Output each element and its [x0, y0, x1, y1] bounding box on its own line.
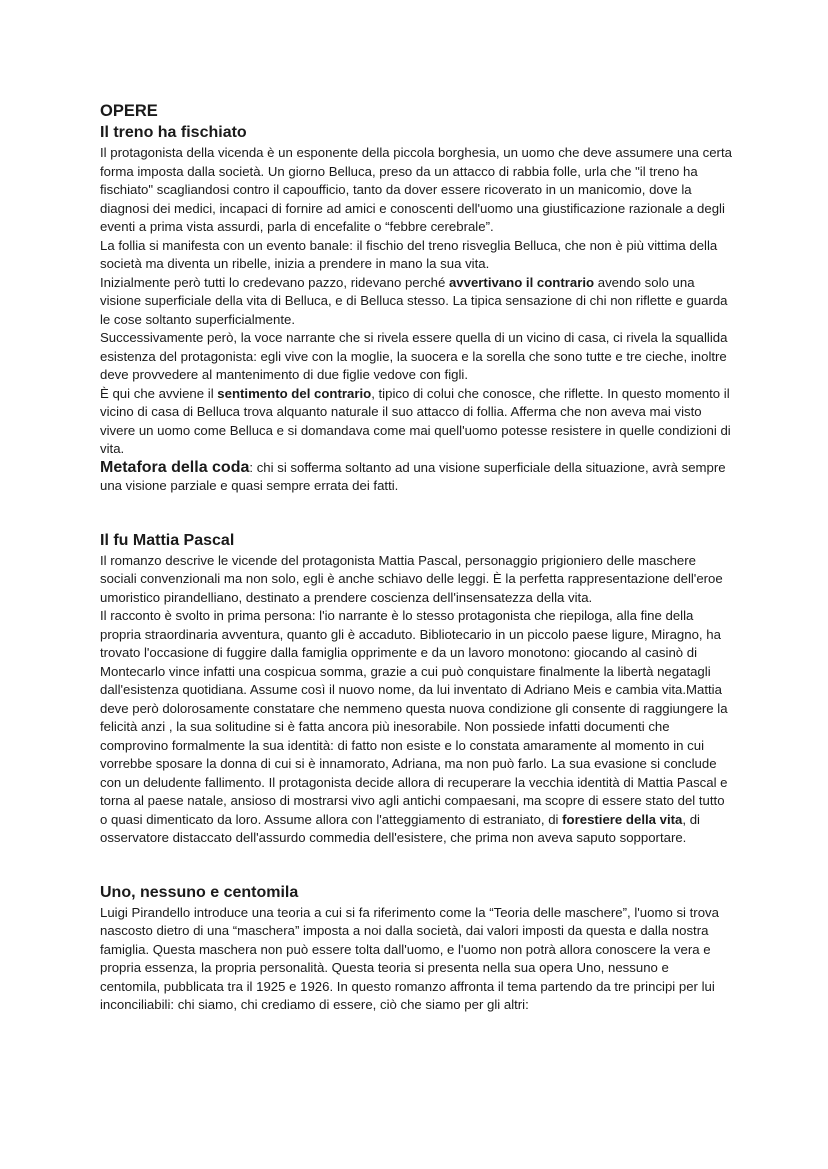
page-title: OPERE: [100, 102, 158, 120]
paragraph: Luigi Pirandello introduce una teoria a cui si fa riferimento come la “Teoria delle maschere”, l'uomo si trova nascosto dietro di una “maschera” imposta a noi dalla società, dai valori imposti da questa e dalla nostra famiglia. Questa maschera non può essere tolta dall'uomo, e l'uomo non potrà allora conoscere la vera e propria essenza, la propria personalità. Questa teoria si presenta nella sua opera Uno, nessuno e centomila, pubblicata tra il 1925 e 1926. In questo romanzo affronta il tema partendo da tre principi per lui inconciliabili: chi siamo, chi crediamo di essere, ciò che siamo per gli altri:: [100, 904, 719, 1012]
paragraph: Successivamente però, la voce narrante che si rivela essere quella di un vicino di casa, ci rivela la squallida esistenza del protagonista: egli vive con la moglie, la suocera e la sorella che sono tutte e tre cieche, inoltre deve provvedere al mantenimento di due figlie vedove con figli.: [100, 330, 728, 382]
spacer: [100, 848, 732, 882]
section-heading-treno: Il treno ha fischiato: [100, 124, 247, 141]
text-run: È qui che avviene il: [100, 385, 218, 401]
document-page: [100, 100, 732, 1015]
paragraph: [100, 607, 732, 848]
paragraph: La follia si manifesta con un evento banale: il fischio del treno risveglia Belluca, che non è più vittima della società ma diventa un ribelle, inizia a prendere in mano la sua vita.: [100, 237, 718, 271]
paragraph: Il romanzo descrive le vicende del protagonista Mattia Pascal, personaggio prigioniero delle maschere sociali convenzionali ma non solo, egli è anche schiavo delle leggi. È la perfetta rappresentazione dell'eroe umoristico pirandelliano, destinato a prendere coscienza dell'insensatezza della vita.: [100, 552, 723, 605]
text-run: , tipico di colui che conosce, che riflette. In questo momento il vicino di casa di Belluca trova alquanto naturale il suo attacco di follia. Afferma che non aveva mai visto vivere un uomo come Belluca e si domandava come mai quell'uomo potesse resistere in quelle condizioni di vita.: [100, 385, 731, 456]
paragraph: [100, 385, 732, 459]
bold-text: sentimento del contrario: [217, 385, 372, 401]
bold-text: avvertivano il contrario: [448, 274, 595, 290]
paragraph: [100, 274, 732, 330]
paragraph: Il protagonista della vicenda è un esponente della piccola borghesia, un uomo che deve assumere una certa forma imposta dalla società. Un giorno Belluca, preso da un attacco di rabbia folle, urla che "il treno ha fischiato" scagliandosi contro il capoufficio, tanto da dover essere ricoverato in un manicomio, dove la diagnosi dei medici, incapaci di fornire ad amici e conoscenti dell'uomo una giustificazione razionale a degli eventi a prima vista assurdi, parla di encefalite o “febbre cerebrale”.: [100, 145, 732, 234]
text-run: , di osservatore distaccato dell'assurdo commedia dell'esistere, che prima non aveva saputo sopportare.: [100, 811, 700, 845]
bold-text: forestiere della vita: [562, 811, 683, 827]
spacer: [100, 496, 732, 530]
section-heading-uno-nessuno: Uno, nessuno e centomila: [100, 883, 299, 901]
text-run: : chi si sofferma soltanto ad una visione superficiale della situazione, avrà sempre una visione parziale e quasi sempre errata dei fatti.: [100, 459, 726, 493]
section-heading-mattia-pascal: Il fu Mattia Pascal: [100, 531, 235, 549]
text-run: Inizialmente però tutti lo credevano pazzo, ridevano perché: [100, 274, 449, 290]
text-run: avendo solo una visione superficiale della vita di Belluca, e di Belluca stesso. La tipica sensazione di chi non riflette e guarda le cose soltanto superficialmente.: [100, 274, 728, 327]
lead-term: Metafora della coda: [100, 458, 250, 476]
paragraph: [100, 459, 732, 496]
text-run: Il racconto è svolto in prima persona: l'io narrante è lo stesso protagonista che riepiloga, alla fine della propria straordinaria avventura, quanto gli è accaduto. Bibliotecario in un piccolo paese ligure, Miragno, ha trovato l'occasione di fuggire dalla famiglia opprimente e da un lavoro monotono: giocando al casinò di Montecarlo vince infatti una cospicua somma, grazie a cui può conquistare finalmente la libertà negatagli dall'esistenza quotidiana. Assume così il nuovo nome, da lui inventato di Adriano Meis e cambia vita.Mattia deve però dolorosamente constatare che nemmeno questa nuova condizione gli consente di raggiungere la felicità anzi , la sua solitudine si è fatta ancora più inesorabile. Non possiede infatti documenti che comprovino formalmente la sua identità: di fatto non esiste e lo constata amaramente al momento in cui vorrebbe sposare la donna di cui si è innamorato, Adriana, ma non può farlo. La sua evasione si conclude con un deludente fallimento. Il protagonista decide allora di recuperare la vecchia identità di Mattia Pascal e torna al paese natale, ansioso di mostrarsi vivo agli antichi compaesani, ma scopre di essere stato del tutto o quasi dimenticato da loro. Assume allora con l'atteggiamento di estraniato, di: [100, 608, 728, 827]
